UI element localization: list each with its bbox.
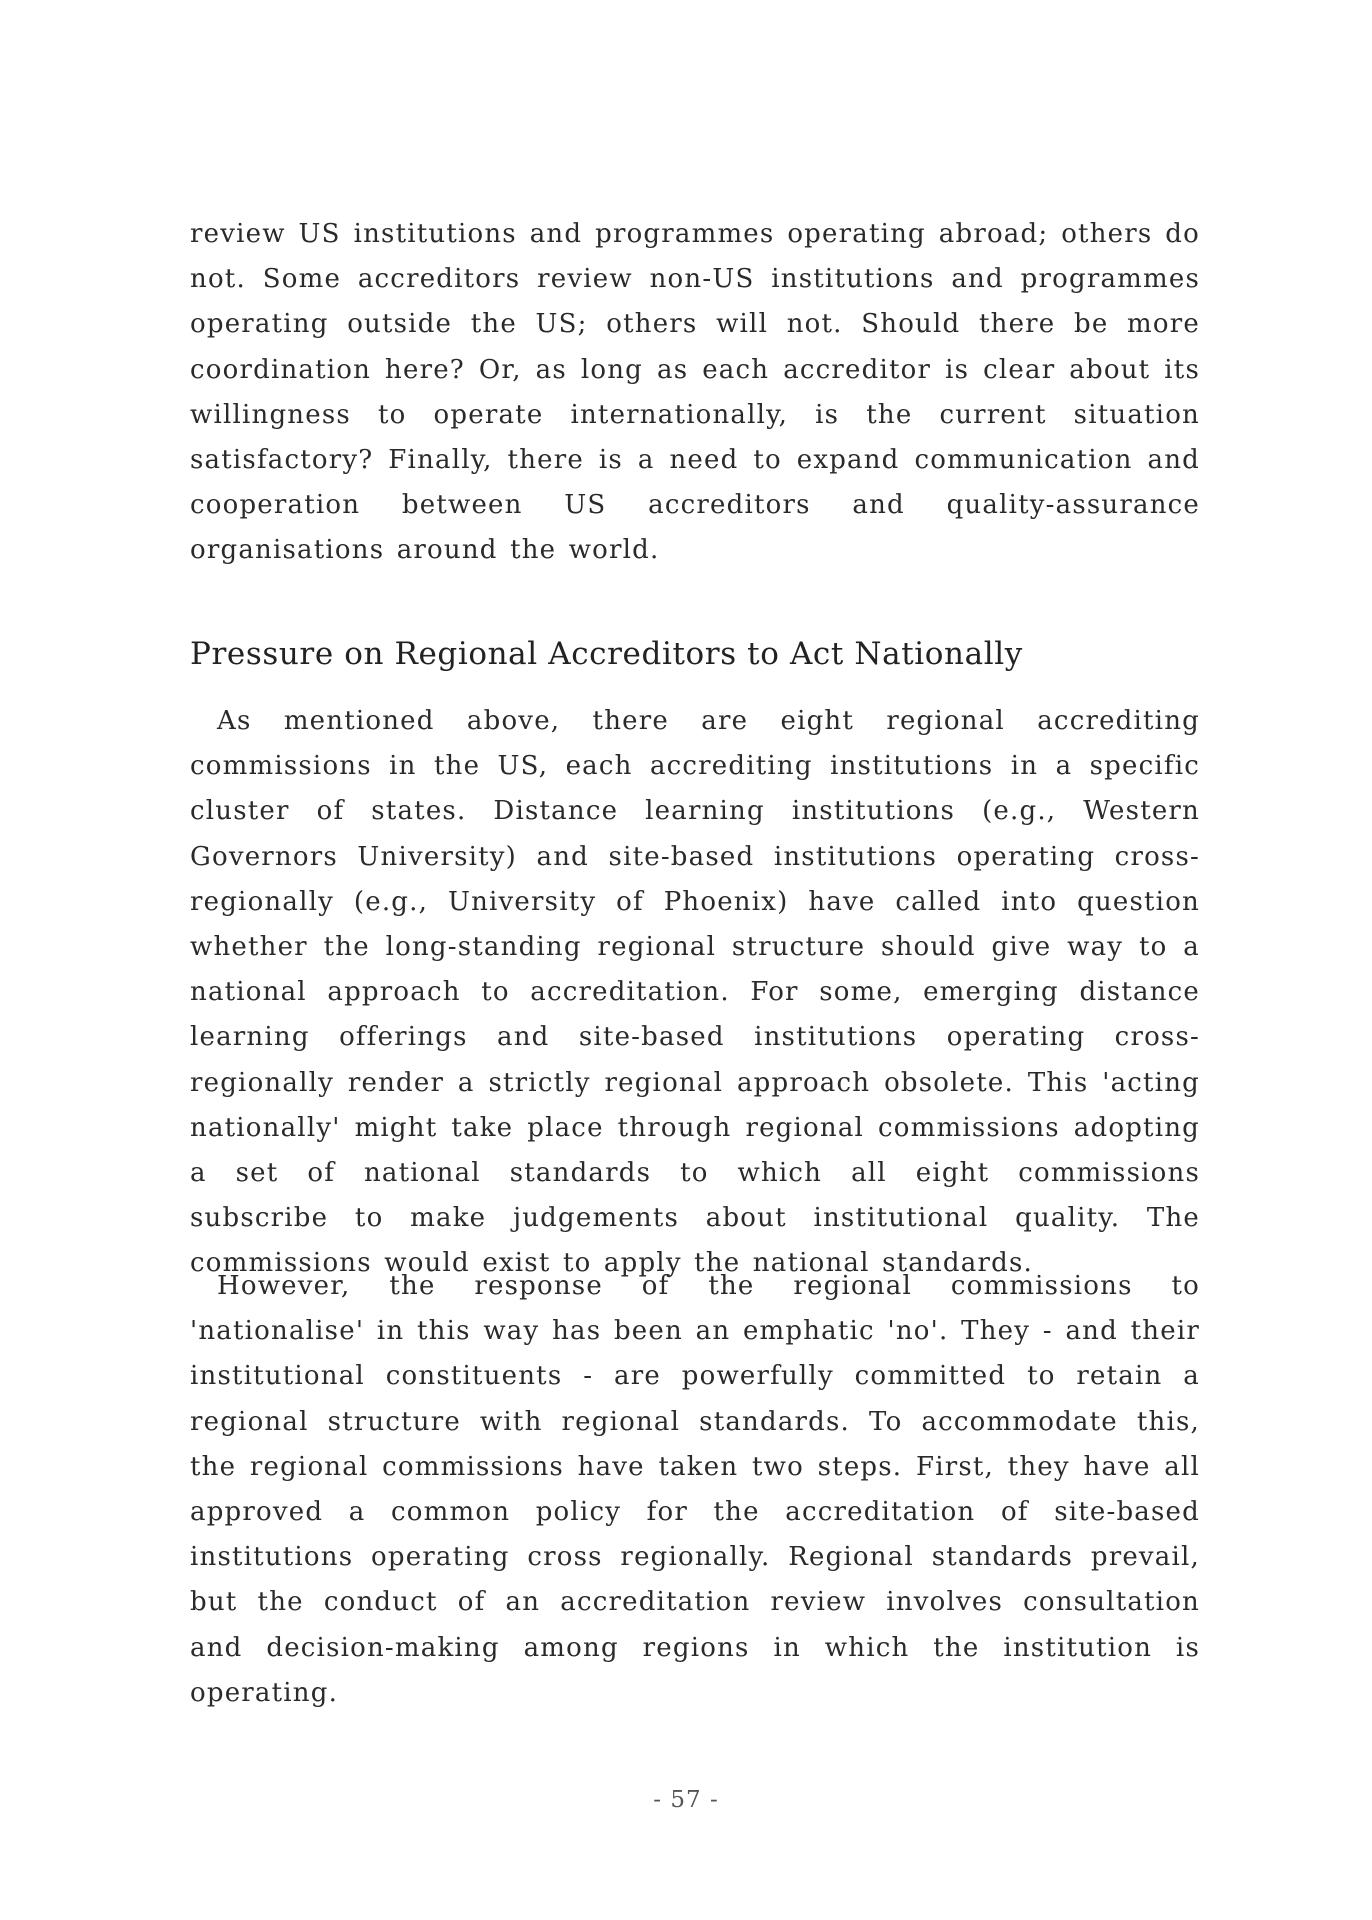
page-number: - 57 - — [653, 1787, 719, 1813]
page-body — [190, 212, 1200, 1708]
paragraph-regional-commissions: As mentioned above, there are eight regional accrediting commissions in the US, each accrediting institutions in a specific cluster of states. Distance learning institutions (e.g., Western Governors University) and site-based institutions operating cross-regionally (e.g., University of Phoenix) have called into question whether the long-standing regional structure should give way to a national approach to accreditation. For some, emerging distance learning offerings and site-based institutions operating cross-regionally render a strictly regional approach obsolete. This 'acting nationally' might take place through regional commissions adopting a set of national standards to which all eight commissions subscribe to make judgements about institutional quality. The commissions would exist to apply the national standards. — [190, 706, 1200, 1279]
section-heading: Pressure on Regional Accreditors to Act Nationally — [190, 636, 1023, 672]
paragraph-continuation: review US institutions and programmes operating abroad; others do not. Some accreditors review non-US institutions and programmes operating outside the US; others will not. Should there be more coordination here? Or, as long as each accreditor is clear about its willingness to operate internationally, is the current situation satisfactory? Finally, there is a need to expand communication and cooperation between US accreditors and quality-assurance organisations around the world. — [190, 219, 1200, 566]
paragraph-response: However, the response of the regional commissions to 'nationalise' in this way has been an emphatic 'no'. They - and their institutional constituents - are powerfully committed to retain a regional structure with regional standards. To accommodate this, the regional commissions have taken two steps. First, they have all approved a common policy for the accreditation of site-based institutions operating cross regionally. Regional standards prevail, but the conduct of an accreditation review involves consultation and decision-making among regions in which the institution is operating. — [190, 1271, 1200, 1708]
